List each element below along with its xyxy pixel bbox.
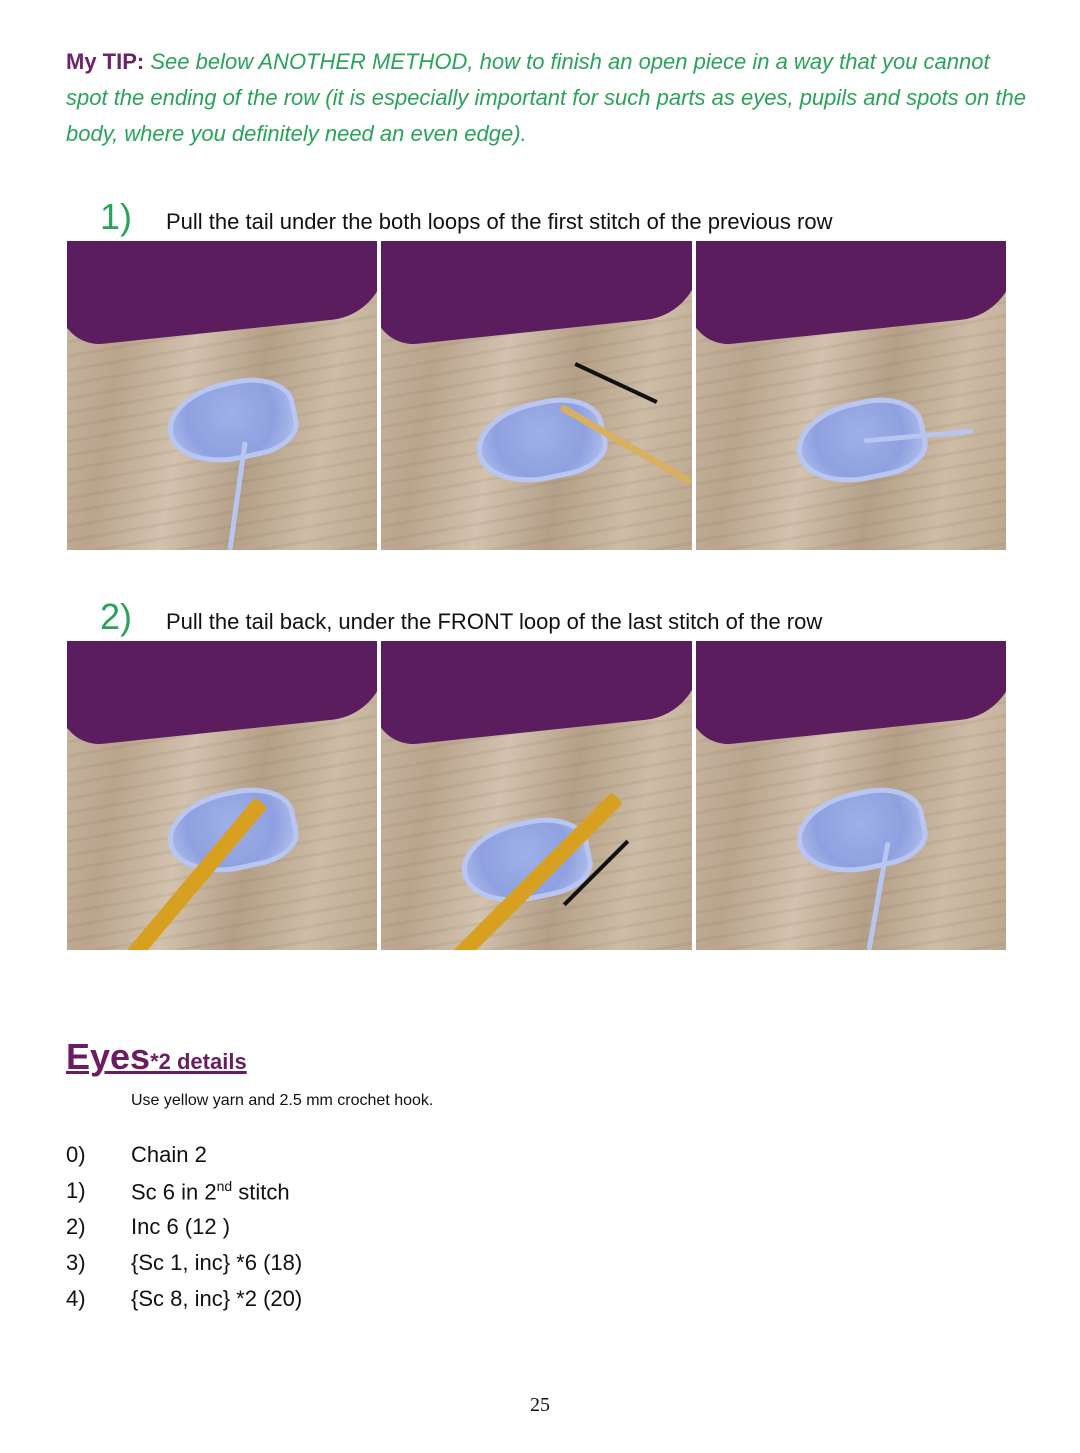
photo-row-1 (67, 241, 1006, 550)
row-text-after: stitch (232, 1179, 290, 1205)
photo-row-2 (67, 641, 1006, 950)
photo-step-2c (696, 641, 1006, 950)
row-text-superscript: nd (216, 1178, 233, 1194)
step-1 (100, 196, 832, 238)
photo-step-1b (381, 241, 691, 550)
tip-label: My TIP: (66, 49, 145, 74)
pattern-row (66, 1250, 302, 1286)
photo-step-2a (67, 641, 377, 950)
eyes-heading (66, 1036, 247, 1078)
photo-step-2b (381, 641, 691, 950)
photo-step-1c (696, 241, 1006, 550)
row-text (131, 1178, 290, 1214)
eyes-subtitle: *2 details (150, 1049, 247, 1074)
row-number: 0) (66, 1142, 86, 1167)
pattern-row (66, 1142, 302, 1178)
row-text-main: Sc 6 in 2 (131, 1179, 217, 1205)
row-number: 1) (66, 1178, 86, 1203)
row-number: 3) (66, 1250, 86, 1275)
pattern-row (66, 1286, 302, 1322)
step-number: 1) (100, 196, 133, 237)
row-text: Inc 6 (12 ) (131, 1214, 231, 1239)
step-text: Pull the tail back, under the FRONT loop of the last stitch of the row (166, 609, 823, 634)
photo-step-1a (67, 241, 377, 550)
tip-paragraph (66, 44, 1026, 152)
arrow-icon (575, 362, 658, 404)
pattern-row (66, 1178, 302, 1214)
tip-text: See below ANOTHER METHOD, how to finish an open piece in a way that you cannot spot the ending of the row (it is especially important for such parts as eyes, pupils and spots on the body, where you definitely need an even edge). (66, 49, 1026, 146)
step-text: Pull the tail under the both loops of the first stitch of the previous row (166, 209, 833, 234)
pattern-row (66, 1214, 302, 1250)
eyes-title: Eyes (66, 1036, 151, 1077)
step-2 (100, 596, 822, 638)
row-text: {Sc 1, inc} *6 (18) (131, 1250, 303, 1275)
step-number: 2) (100, 596, 133, 637)
row-number: 2) (66, 1214, 86, 1239)
row-text: Chain 2 (131, 1142, 207, 1167)
row-text: {Sc 8, inc} *2 (20) (131, 1286, 303, 1311)
eyes-note: Use yellow yarn and 2.5 mm crochet hook. (131, 1092, 434, 1109)
page-number: 25 (530, 1394, 550, 1416)
eyes-pattern-rows (66, 1142, 302, 1322)
row-number: 4) (66, 1286, 86, 1311)
